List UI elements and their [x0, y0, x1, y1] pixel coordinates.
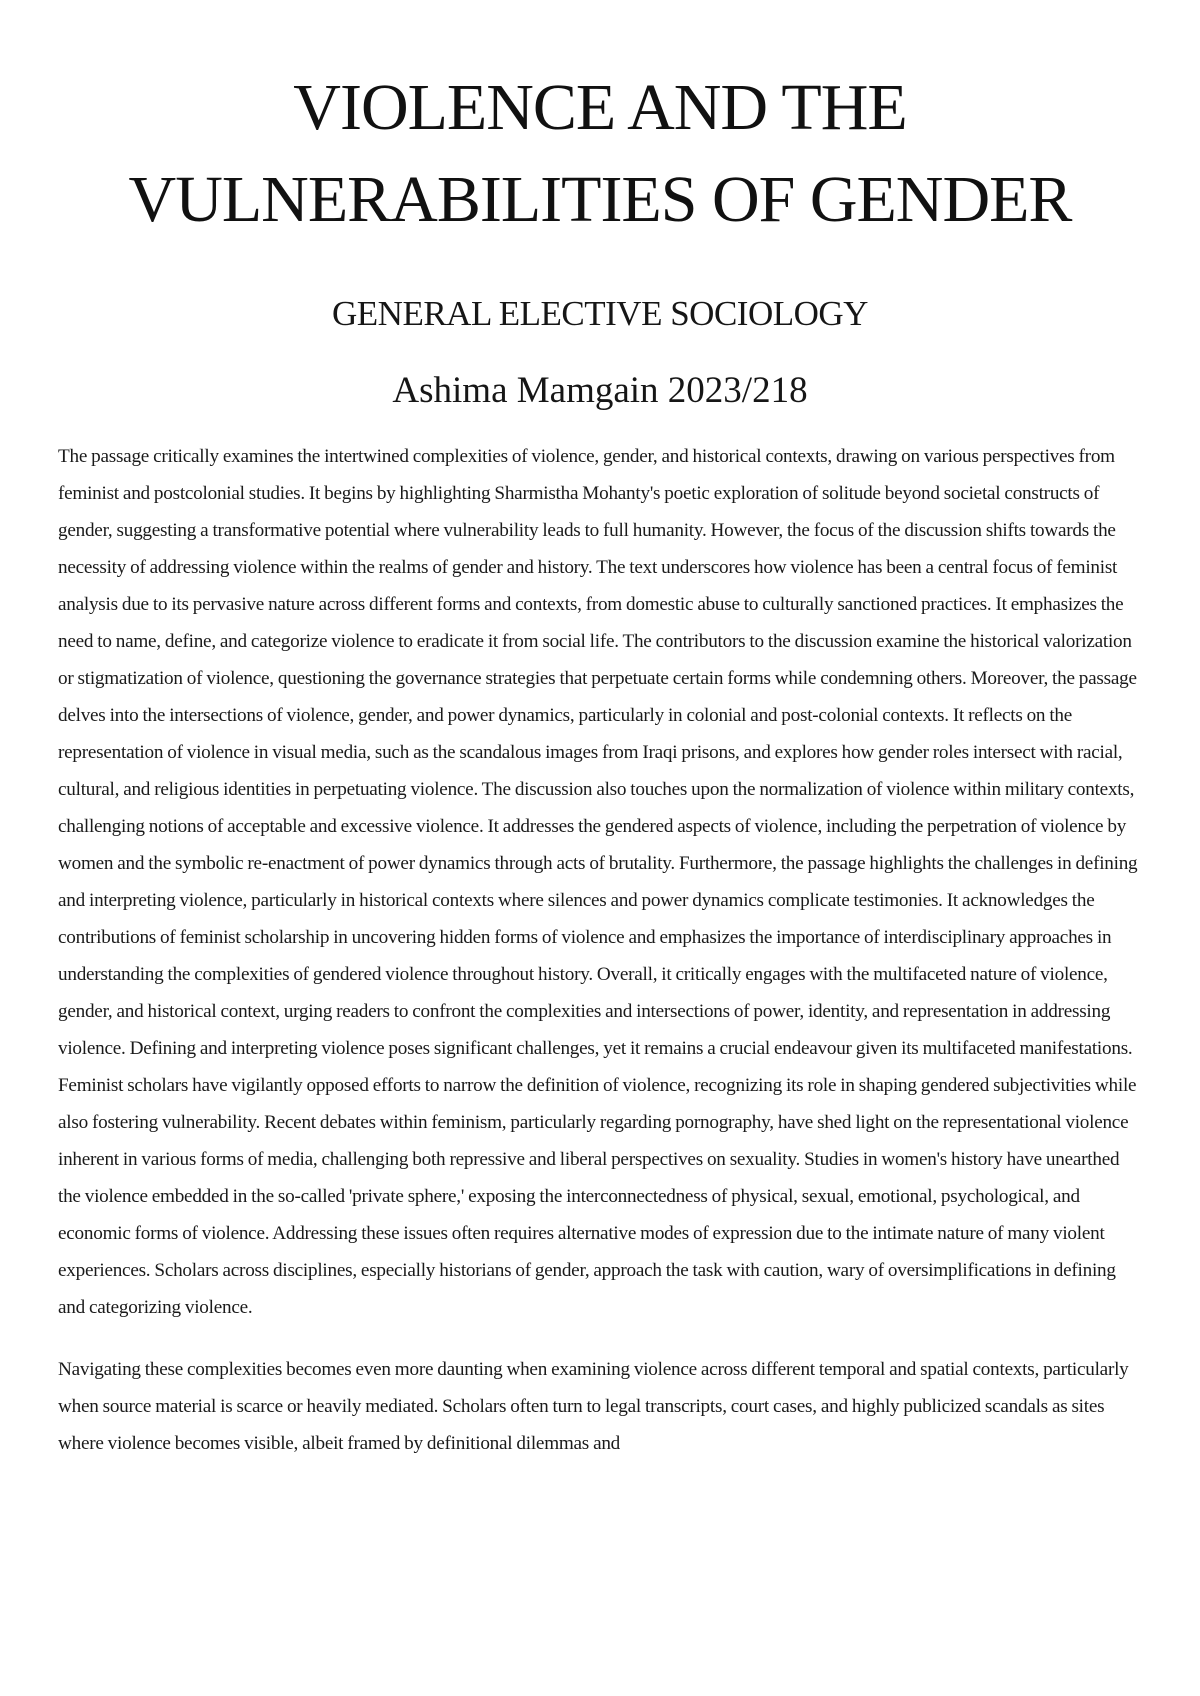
- document-subtitle: GENERAL ELECTIVE SOCIOLOGY: [332, 294, 868, 333]
- author-line: Ashima Mamgain 2023/218: [392, 370, 808, 411]
- document-title: [58, 62, 1142, 246]
- body-paragraph-2: Navigating these complexities becomes even more daunting when examining violence across different temporal and spatial contexts, particularly when source material is scarce or heavily mediated. Scholars often turn to legal transcripts, court cases, and highly publicized scandals as sites where violence becomes visible, albeit framed by definitional dilemmas and: [58, 1359, 1129, 1454]
- title-line-1: VIOLENCE AND THE: [293, 71, 907, 144]
- title-line-2: VULNERABILITIES OF GENDER: [128, 163, 1072, 236]
- body-paragraph-1: The passage critically examines the intertwined complexities of violence, gender, and historical contexts, drawing on various perspectives from feminist and postcolonial studies. It begins by highlighting Sharmistha Mohanty's poetic exploration of solitude beyond societal constructs of gender, suggesting a transformative potential where vulnerability leads to full humanity. However, the focus of the discussion shifts towards the necessity of addressing violence within the realms of gender and history. The text underscores how violence has been a central focus of feminist analysis due to its pervasive nature across different forms and contexts, from domestic abuse to culturally sanctioned practices. It emphasizes the need to name, define, and categorize violence to eradicate it from social life. The contributors to the discussion examine the historical valorization or stigmatization of violence, questioning the governance strategies that perpetuate certain forms while condemning others. Moreover, the passage delves into the intersections of violence, gender, and power dynamics, particularly in colonial and post-colonial contexts. It reflects on the representation of violence in visual media, such as the scandalous images from Iraqi prisons, and explores how gender roles intersect with racial, cultural, and religious identities in perpetuating violence. The discussion also touches upon the normalization of violence within military contexts, challenging notions of acceptable and excessive violence. It addresses the gendered aspects of violence, including the perpetration of violence by women and the symbolic re-enactment of power dynamics through acts of brutality. Furthermore, the passage highlights the challenges in defining and interpreting violence, particularly in historical contexts where silences and power dynamics complicate testimonies. It acknowledges the contributions of feminist scholarship in uncovering hidden forms of violence and emphasizes the importance of interdisciplinary approaches in understanding the complexities of gendered violence throughout history. Overall, it critically engages with the multifaceted nature of violence, gender, and historical context, urging readers to confront the complexities and intersections of power, identity, and representation in addressing violence. Defining and interpreting violence poses significant challenges, yet it remains a crucial endeavour given its multifaceted manifestations. Feminist scholars have vigilantly opposed efforts to narrow the definition of violence, recognizing its role in shaping gendered subjectivities while also fostering vulnerability. Recent debates within feminism, particularly regarding pornography, have shed light on the representational violence inherent in various forms of media, challenging both repressive and liberal perspectives on sexuality. Studies in women's history have unearthed the violence embedded in the so-called 'private sphere,' exposing the interconnectedness of physical, sexual, emotional, psychological, and economic forms of violence. Addressing these issues often requires alternative modes of expression due to the intimate nature of many violent experiences. Scholars across disciplines, especially historians of gender, approach the task with caution, wary of oversimplifications in defining and categorizing violence.: [58, 446, 1138, 1318]
- body-text: [58, 438, 1142, 1462]
